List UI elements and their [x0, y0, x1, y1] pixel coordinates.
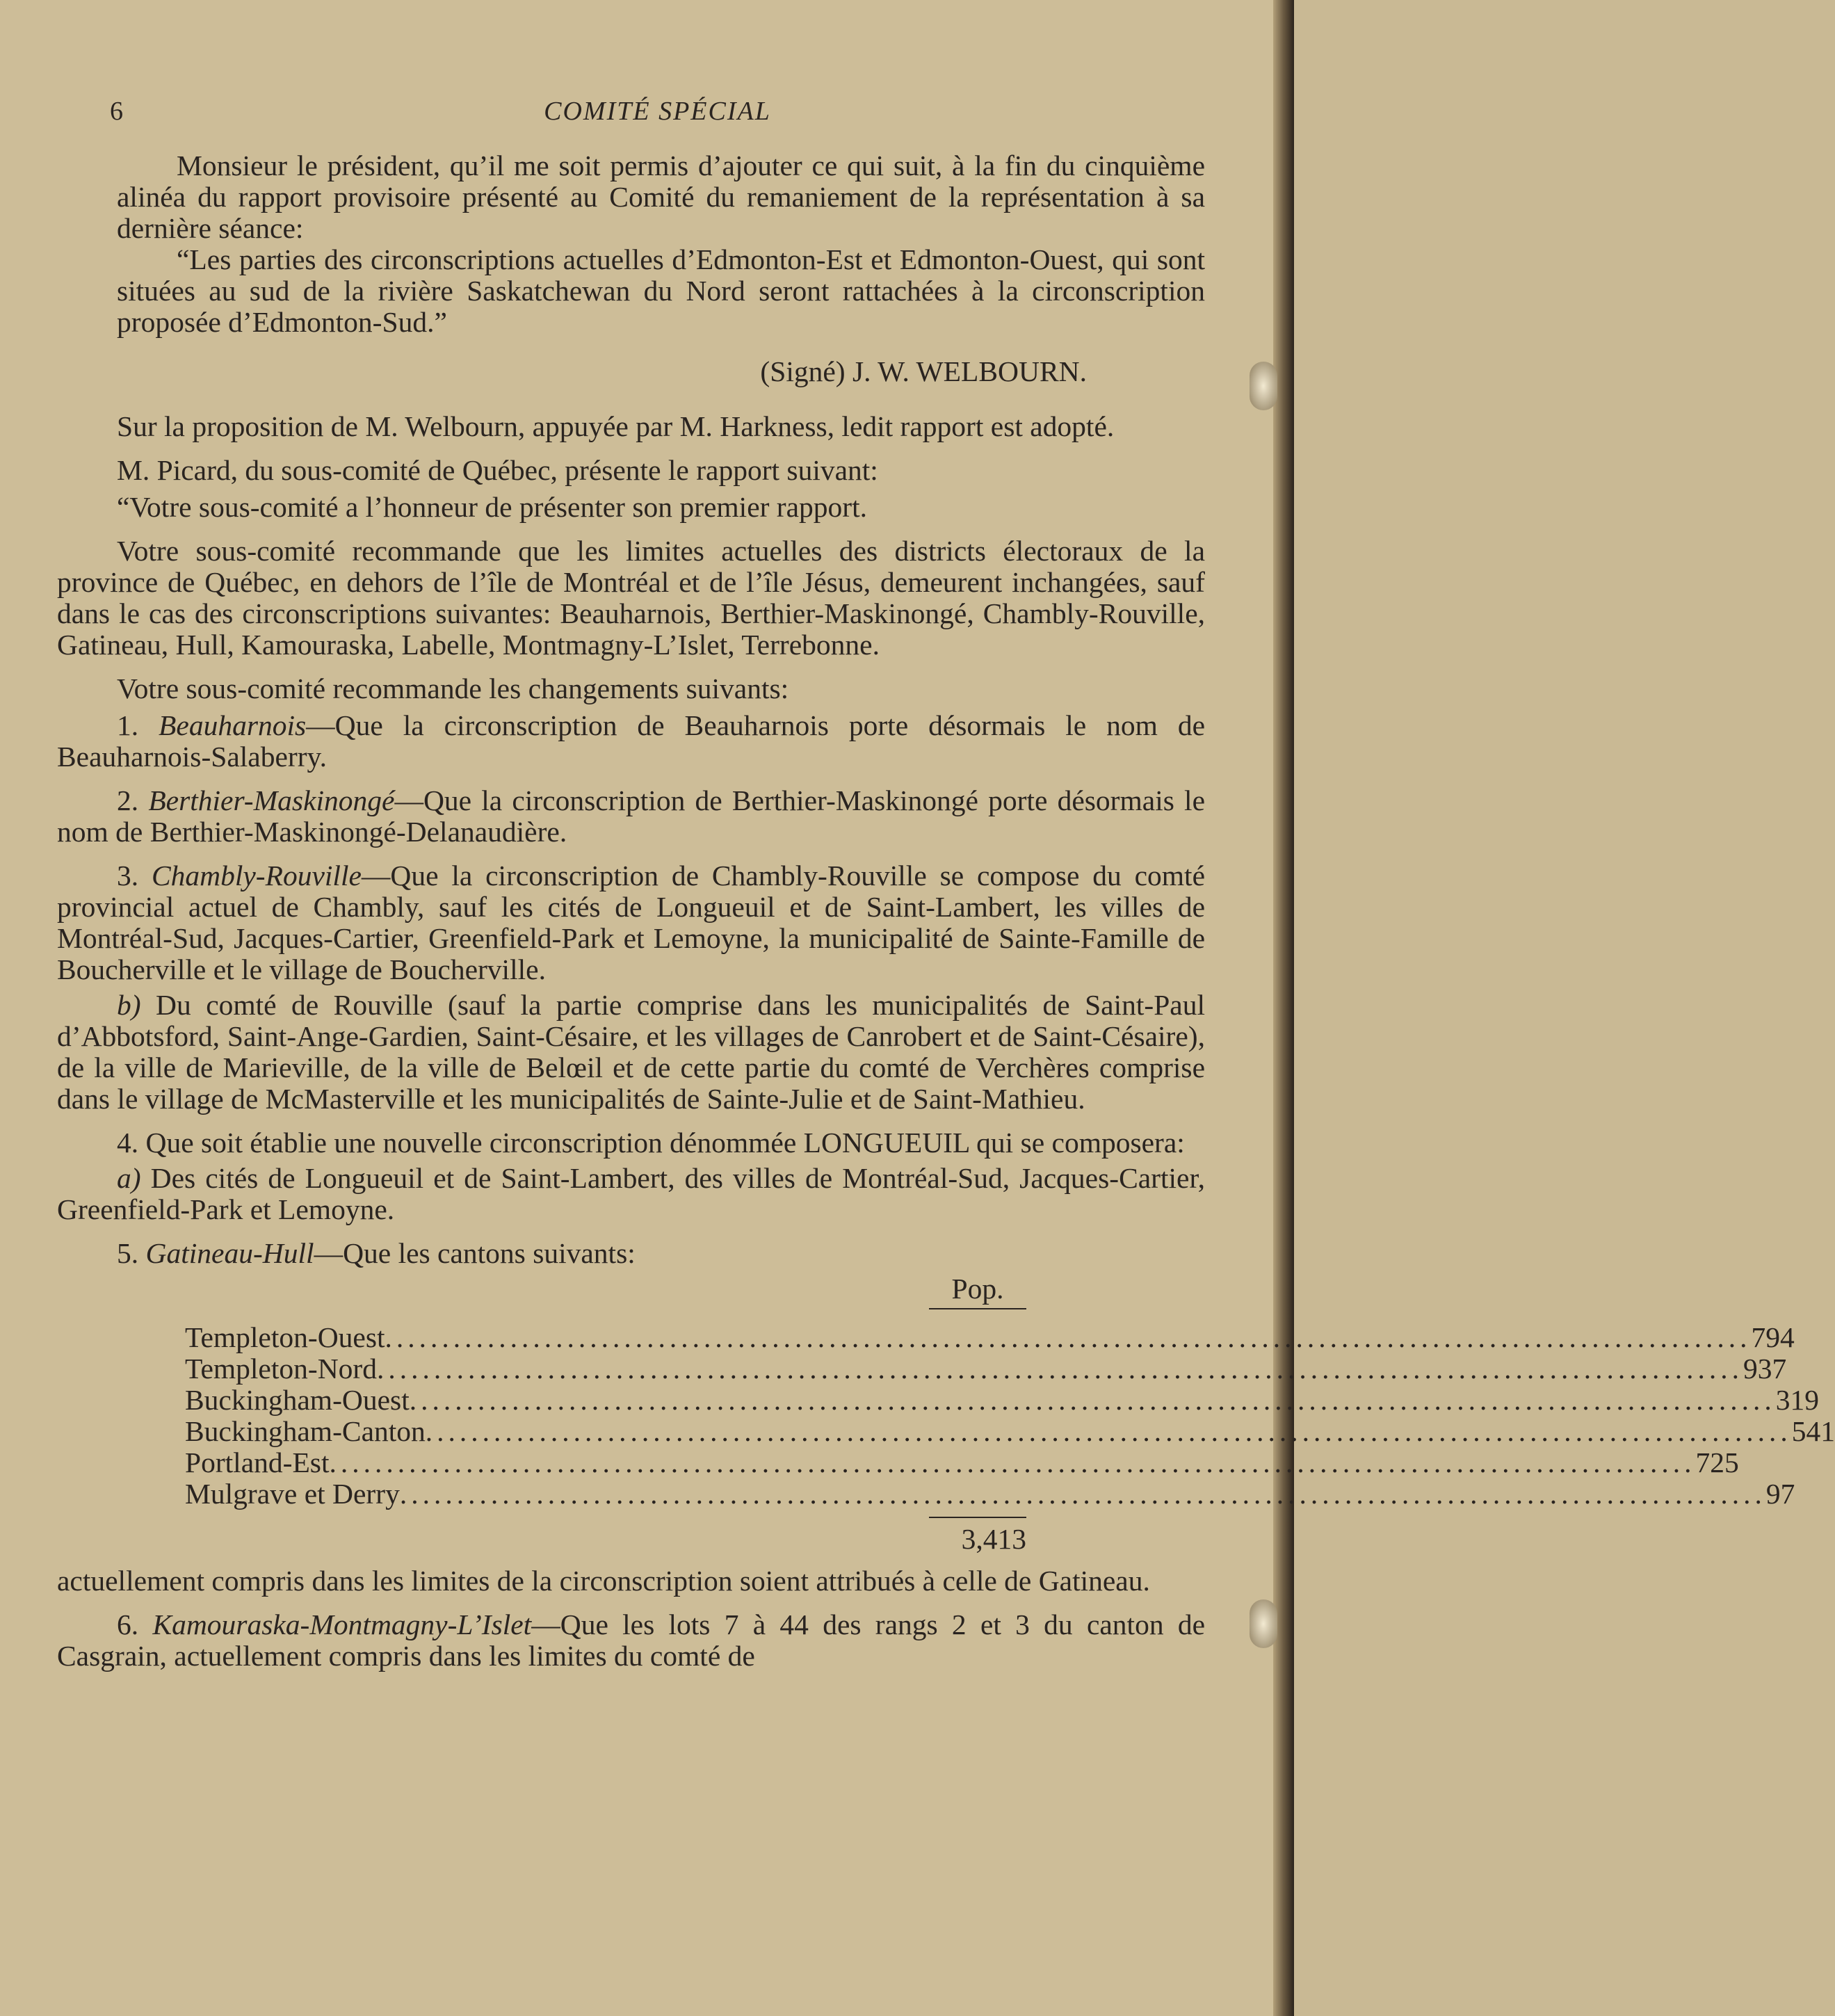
- paragraph: Votre sous-comité recommande que les limites actuelles des districts électoraux de la province de Québec, en dehors de l’île de Montréal et de l’île Jésus, demeurent inchangées, sauf dans le cas des circonscriptions suivantes: Beauharnois, Berthier-Maskinongé, Chambly-Rouville, Gatineau, Hull, Kamouraska, Labelle, Montmagny-L’Islet, Terrebonne.: [57, 535, 1205, 661]
- item-text: —Que les cantons suivants:: [314, 1237, 636, 1269]
- township-name: Buckingham-Ouest: [185, 1384, 410, 1416]
- township-name: Mulgrave et Derry: [185, 1478, 400, 1510]
- population-value: 541: [1791, 1415, 1835, 1447]
- township-name: Templeton-Nord: [185, 1353, 377, 1385]
- township-name: Portland-Est: [185, 1446, 330, 1478]
- item-text: —Que les lots 7 à 44 des rangs 2 et 3 du canton de Casgrain, actuellement compris dans les limites du comté de: [57, 1608, 1206, 1672]
- table-row: [185, 1446, 1739, 1478]
- list-item: [57, 1609, 1205, 1672]
- table-row: [185, 1353, 1787, 1385]
- item-title: Beauharnois: [159, 709, 307, 741]
- table-row: [185, 1384, 1819, 1416]
- population-rows: [185, 1321, 1835, 1510]
- paragraph: M. Picard, du sous-comité de Québec, présente le rapport suivant:: [117, 454, 878, 486]
- item-number: 3.: [117, 860, 139, 892]
- population-value: 97: [1765, 1478, 1795, 1510]
- leader-dots: ........................................................................................................................: [385, 1321, 1752, 1353]
- item-number: 5.: [117, 1237, 139, 1269]
- item-text: —Que la circonscription de Berthier-Maskinongé porte désormais le nom de Berthier-Maskinongé-Delanaudière.: [57, 784, 1206, 848]
- leader-dots: ........................................................................................................................: [377, 1353, 1743, 1385]
- population-value: 725: [1695, 1446, 1739, 1478]
- population-total: 3,413: [961, 1523, 1026, 1555]
- item-number: 4.: [117, 1127, 139, 1159]
- paragraph: Votre sous-comité recommande les changements suivants:: [117, 672, 789, 704]
- subitem-label: a): [117, 1162, 141, 1194]
- population-value: 794: [1751, 1321, 1795, 1353]
- signature: (Signé) J. W. WELBOURN.: [760, 355, 1087, 387]
- page-body: [57, 150, 1835, 1672]
- list-item: [57, 1127, 1205, 1159]
- population-header: Pop.: [951, 1273, 1004, 1305]
- leader-dots: ........................................................................................................................: [409, 1384, 1776, 1416]
- paragraph: actuellement compris dans les limites de la circonscription soient attribués à celle de Gatineau.: [57, 1565, 1150, 1597]
- item-number: 6.: [117, 1608, 139, 1640]
- item-text: Que soit établie une nouvelle circonscription dénommée LONGUEUIL qui se composera:: [138, 1127, 1185, 1159]
- leader-dots: ........................................................................................................................: [329, 1446, 1696, 1478]
- population-value: 319: [1775, 1384, 1819, 1416]
- subitem-text: Du comté de Rouville (sauf la partie comprise dans les municipalités de Saint-Paul d’Abbotsford, Saint-Ange-Gardien, Saint-Césaire, et les villages de Canrobert et de Saint-Césaire), de la ville de Marieville, de la ville de Belœil et de cette partie du comté de Verchères comprise dans le village de McMasterville et les municipalités de Sainte-Julie et de Saint-Mathieu.: [57, 989, 1205, 1115]
- book-spine-shadow: [1273, 0, 1294, 2016]
- item-text: —Que la circonscription de Beauharnois porte désormais le nom de Beauharnois-Salaberry.: [57, 709, 1205, 773]
- township-name: Templeton-Ouest: [185, 1321, 385, 1353]
- item-number: 2.: [117, 784, 139, 816]
- item-text: —Que la circonscription de Chambly-Rouville se compose du comté provincial actuel de Chambly, sauf les cités de Longueuil et de Saint-Lambert, les villes de Montréal-Sud, Jacques-Cartier, Greenfield-Park et Lemoyne, la municipalité de Sainte-Famille de Boucherville et le village de Boucherville.: [57, 860, 1206, 985]
- list-subitem: [57, 1163, 1205, 1225]
- list-item: [57, 860, 1205, 985]
- leader-dots: ........................................................................................................................: [399, 1478, 1766, 1510]
- item-title: Berthier-Maskinongé: [148, 784, 395, 816]
- table-row: [185, 1478, 1795, 1510]
- subitem-text: Des cités de Longueuil et de Saint-Lambert, des villes de Montréal-Sud, Jacques-Cartier, Greenfield-Park et Lemoyne.: [57, 1162, 1205, 1225]
- population-table: [185, 1273, 1835, 1560]
- table-row: [185, 1415, 1835, 1447]
- quoted-paragraph: “Les parties des circonscriptions actuelles d’Edmonton-Est et Edmonton-Ouest, qui sont situées au sud de la rivière Saskatchewan du Nord seront rattachées à la circonscription proposée d’Edmonton-Sud.”: [117, 243, 1205, 338]
- population-value: 937: [1743, 1353, 1787, 1385]
- page-tab-mark: [1250, 1599, 1277, 1648]
- table-row: [185, 1321, 1795, 1353]
- paragraph: Sur la proposition de M. Welbourn, appuyée par M. Harkness, ledit rapport est adopté.: [117, 410, 1115, 442]
- township-name: Buckingham-Canton: [185, 1415, 426, 1447]
- list-item: [57, 1238, 1205, 1269]
- running-head: COMITÉ SPÉCIAL: [544, 97, 771, 126]
- page-header: [110, 96, 1205, 131]
- paragraph: Monsieur le président, qu’il me soit permis d’ajouter ce qui suit, à la fin du cinquième alinéa du rapport provisoire présenté au Comité du remaniement de la représentation à sa dernière séance:: [117, 150, 1205, 244]
- item-title: Chambly-Rouville: [151, 860, 362, 892]
- item-number: 1.: [117, 709, 139, 741]
- leader-dots: ........................................................................................................................: [425, 1415, 1792, 1447]
- page-number: 6: [110, 97, 123, 126]
- header-rule: [929, 1308, 1026, 1309]
- item-title: Gatineau-Hull: [145, 1237, 314, 1269]
- paragraph: “Votre sous-comité a l’honneur de présenter son premier rapport.: [117, 491, 868, 523]
- list-subitem: [57, 990, 1205, 1115]
- list-item: [57, 785, 1205, 848]
- item-title: Kamouraska-Montmagny-L’Islet: [152, 1608, 532, 1640]
- subitem-label: b): [117, 989, 141, 1021]
- list-item: [57, 710, 1205, 773]
- page-tab-mark: [1250, 362, 1277, 410]
